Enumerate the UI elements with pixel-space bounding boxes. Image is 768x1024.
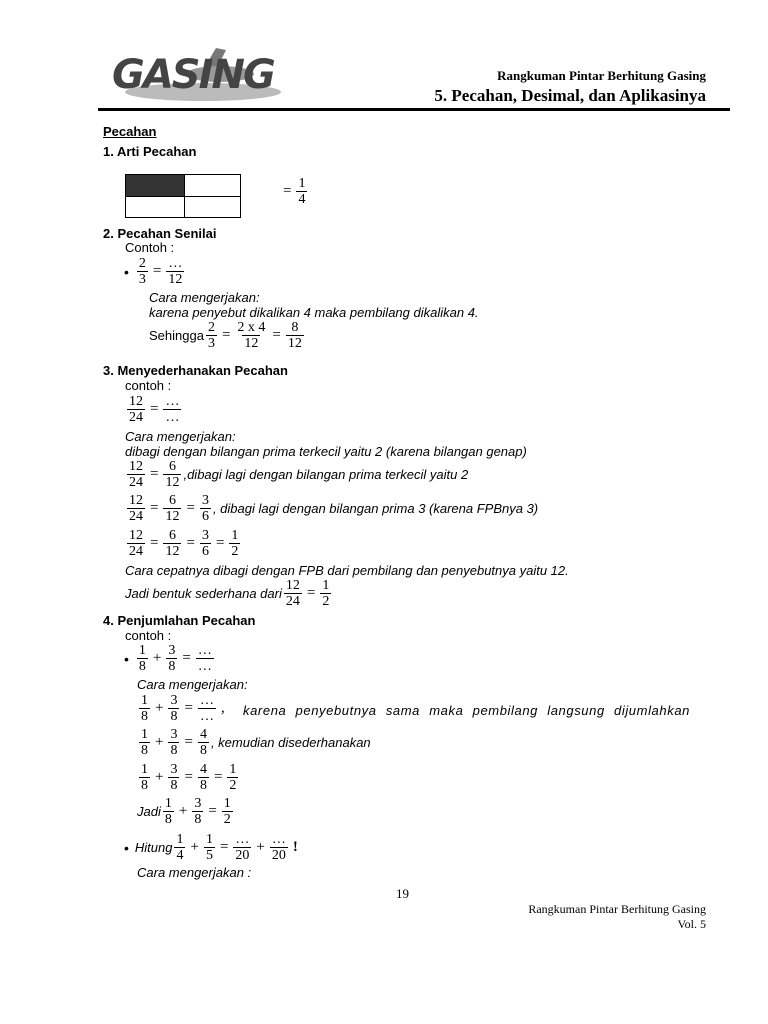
s4-cara2: Cara mengerjakan : xyxy=(137,865,252,880)
s3-jadi: Jadi bentuk sederhana dari $\frac{12}{24}$ = $\frac{1}{2}$ xyxy=(125,578,330,609)
s3-contoh: contoh : xyxy=(125,378,172,393)
s4-cara: Cara mengerjakan: xyxy=(137,677,248,692)
fraction: $\frac{1}{4}$ xyxy=(298,176,306,207)
logo-text: GASING xyxy=(112,52,274,98)
s4-contoh: contoh : xyxy=(125,628,172,643)
section-title: Pecahan xyxy=(103,124,157,139)
header-subtitle: Rangkuman Pintar Berhitung Gasing xyxy=(497,68,706,83)
s3-cepat: Cara cepatnya dibagi dengan FPB dari pembilang dan penyebutnya yaitu 12. xyxy=(125,563,569,578)
s3-step1-text: dibagi dengan bilangan prima terkecil yaitu 2 (karena bilangan genap) xyxy=(125,444,527,459)
logo xyxy=(108,40,298,106)
s3-title: 3. Menyederhanakan Pecahan xyxy=(103,363,288,378)
s4-step1-text: karena penyebutnya sama maka pembilang langsung dijumlahkan xyxy=(243,703,690,718)
s1-title: 1. Arti Pecahan xyxy=(103,144,197,159)
s4-step1: $\frac{1}{8}$ + $\frac{3}{8}$ = $\frac{\dots}{\dots}$ , xyxy=(141,693,225,724)
s4-step3: $\frac{1}{8}$ + $\frac{3}{8}$ = $\frac{4}{8}$ = $\frac{1}{2}$ xyxy=(141,762,237,793)
s3-step3: $\frac{12}{24}$ = $\frac{6}{12}$ = $\frac{3}{6}$ , dibagi lagi dengan bilangan prima 3 (karena FPBnya 3) xyxy=(129,493,539,524)
s3-step4: $\frac{12}{24}$ = $\frac{6}{12}$ = $\frac{3}{6}$ = $\frac{1}{2}$ xyxy=(129,528,239,559)
s4-title: 4. Penjumlahan Pecahan xyxy=(103,613,256,628)
s1-equation: = $\frac{1}{4}$ xyxy=(283,176,306,207)
s4-question: • $\frac{1}{8}$ + $\frac{3}{8}$ = $\frac{\dots}{\dots}$ xyxy=(124,643,212,674)
s2-cara: Cara mengerjakan: xyxy=(149,290,260,305)
shaded-cell xyxy=(126,175,184,196)
fraction-grid xyxy=(125,174,241,218)
s4-jadi: Jadi $\frac{1}{8}$ + $\frac{3}{8}$ = $\frac{1}{2}$ xyxy=(137,796,231,827)
chapter-title: 5. Pecahan, Desimal, dan Aplikasinya xyxy=(434,86,706,105)
page-number: 19 xyxy=(396,886,409,901)
s3-cara: Cara mengerjakan: xyxy=(125,429,236,444)
s2-title: 2. Pecahan Senilai xyxy=(103,226,217,241)
s2-question: • $\frac{2}{3}$ = $\frac{\dots}{12}$ xyxy=(124,256,183,287)
s2-result: Sehingga $\frac{2}{3}$ = $\frac{2 x 4}{12}$ = $\frac{8}{12}$ xyxy=(149,320,302,351)
s4-hitung: • Hitung $\frac{1}{4}$ + $\frac{1}{5}$ = $\frac{\dots}{20}$ + $\frac{\dots}{20}$ ! xyxy=(124,832,298,863)
s4-step2: $\frac{1}{8}$ + $\frac{3}{8}$ = $\frac{4}{8}$ , kemudian disederhanakan xyxy=(141,727,371,758)
footer-line2: Vol. 5 xyxy=(677,917,706,931)
s2-contoh: Contoh : xyxy=(125,240,175,255)
footer-line1: Rangkuman Pintar Berhitung Gasing xyxy=(528,902,706,916)
header-rule xyxy=(98,108,730,111)
s3-question: $\frac{12}{24}$ = $\frac{\dots}{\dots}$ xyxy=(129,394,180,425)
s2-reason: karena penyebut dikalikan 4 maka pembilang dikalikan 4. xyxy=(149,305,479,320)
s3-step2: $\frac{12}{24}$ = $\frac{6}{12}$ ,dibagi lagi dengan bilangan prima terkecil yaitu 2 xyxy=(129,459,469,490)
